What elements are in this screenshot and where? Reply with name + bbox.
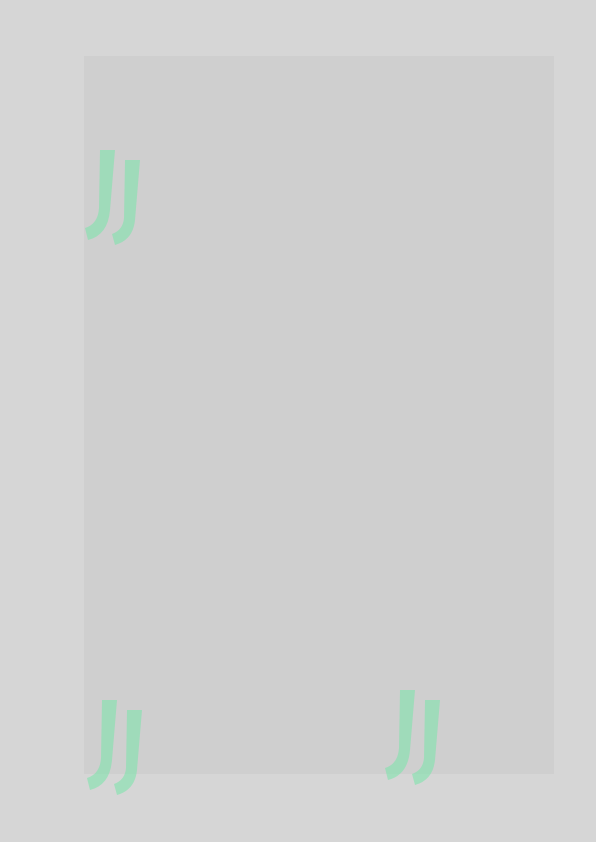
- watermark-logo-icon: [82, 690, 152, 800]
- page-sheet: [84, 56, 554, 774]
- watermark-logo-icon: [80, 140, 150, 250]
- watermark-logo-icon: [380, 680, 450, 790]
